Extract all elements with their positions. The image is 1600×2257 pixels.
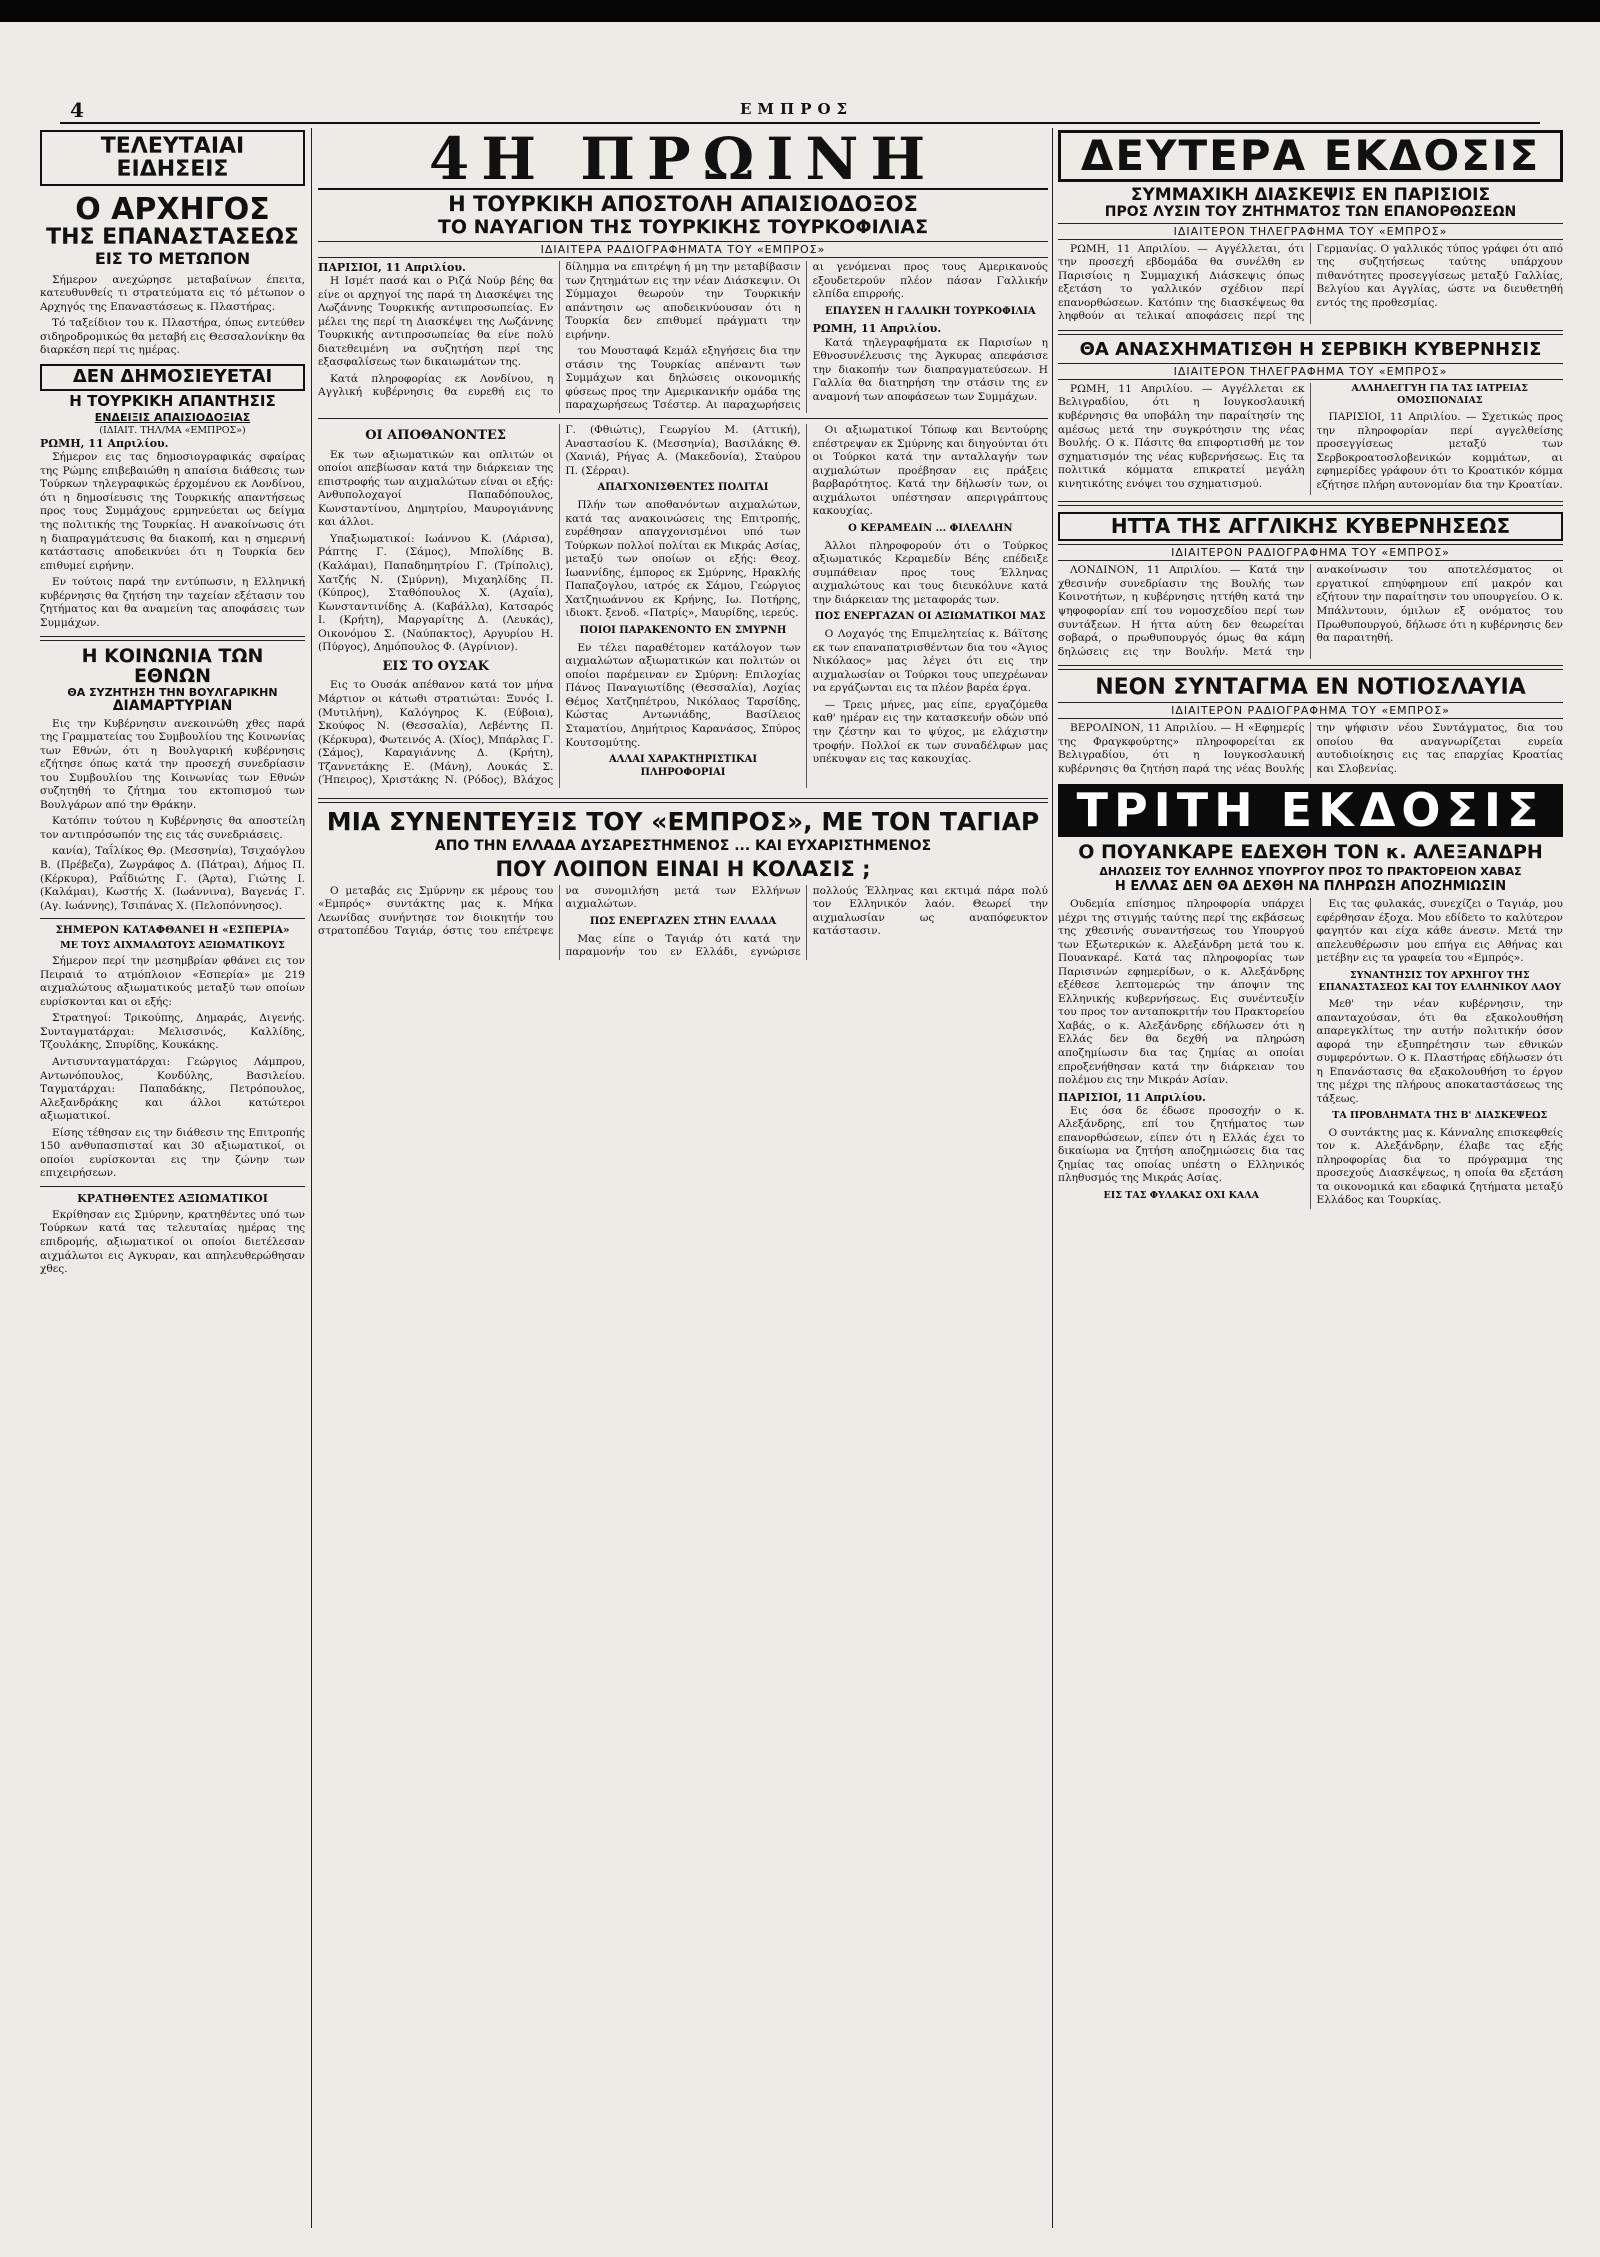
headline: Ο ΠΟΥΑΝΚΑΡΕ ΕΔΕΧΘΗ ΤΟΝ κ. ΑΛΕΞΑΝΔΡΗ — [1078, 840, 1543, 863]
subheadline: ΠΟΣ ΕΝΕΡΓΑΖΑΝ ΟΙ ΑΞΙΩΜΑΤΙΚΟΙ ΜΑΣ — [814, 611, 1046, 623]
paragraph: Μας είπε ο Ταγιάρ ότι κατά την παραμονήν του εν Ελλάδι, εγνώρισε πολλούς Έλληνας και εκτιμά πάρα πολύ τον Ελληνικόν λαόν. Θεωρεί την αιχμαλωσίαν ως αναπόφευκτον κατάστασιν. — [565, 884, 1048, 959]
subheadline: ΠΡΟΣ ΛΥΣΙΝ ΤΟΥ ΖΗΤΗΜΑΤΟΣ ΤΩΝ ΕΠΑΝΟΡΘΩΣΕΩΝ — [1104, 204, 1517, 221]
paragraph: Εις το Ουσάκ απέθανον κατά τον μήνα Μάρτιον οι κάτωθι στρατιώται: Ξυνός Ι. (Μυτιλήνη), Καλόγηρος Κ. (Εύβοια), Σκούφος Ν. (Θεσσαλία), Λεβέντης Π. (Κέρκυρα), Φωτεινός Α. (Χίος), Μπάρλας Γ. (Σάμος), Καραγιάννης Δ. (Κρήτη), Τζαννετάκης Ε. (Μάνη), Λουκάς Σ. (Ήπειρος), Χριστάκης Ν. (Ρόδος), Βλάχος Γ. (Φθιώτις), Γεωργίου Μ. (Αττική), Αναστασίου Κ. (Μεσσηνία), Βασιλάκης Θ. (Χανιά), Ρήγας Α. (Μακεδονία), Σταύρου Π. (Σέρραι). — [318, 424, 801, 787]
paragraph: Οι αξιωματικοί Τόπωφ και Βεντούρης επέστρεψαν εκ Σμύρνης και διηγούνται ότι οι Τούρκοι κατά την ανταλλαγήν των αιχμαλώτων προέβησαν εις πράξεις βαρβαρότητος. Κατά την δήλωσίν των, οι αιχμάλωτοι υπέστησαν απεριγράπτους κακουχίας. — [812, 424, 1048, 518]
subheadline: ΑΛΛΑΙ ΧΑΡΑΚΤΗΡΙΣΤΙΚΑΙ ΠΛΗΡΟΦΟΡΙΑΙ — [608, 754, 758, 778]
newspaper-name: ΕΜΠΡΟΣ — [740, 100, 854, 118]
paragraph: Εν τούτοις παρά την εντύπωσιν, η Ελληνική κυβέρνησις θα ζητήση την ταχείαν εξέτασιν του ζητήματος και θα αναμείνη τας αποφάσεις των Συμμάχων. — [40, 576, 305, 629]
divider — [1058, 501, 1563, 506]
article-body — [40, 274, 305, 358]
dateline: (ΙΔΙΑΙΤ. ΤΗΛ/ΜΑ «ΕΜΠΡΟΣ») — [99, 425, 246, 437]
paragraph: Σήμερον εις τας δημοσιογραφικάς σφαίρας της Ρώμης επιβεβαιώθη η απαίσια διάθεσις των Τούρκων τηλεγραφικώς έρχομένου εκ Λονδίνου, ότι η δημοσίευσις της Τουρκικής απαντήσεως προς τους Συμμάχους ερμηνεύεται ως δείγμα της πολιτικής της Τουρκίας. Η ανακοίνωσις ότι η διαπραγμάτευσις θα διακοπή, και η σημερινή κατάστασις αποδεικνύει ότι η Τουρκία δεν επιθυμεί ειρήνην. — [40, 451, 305, 572]
headline: ΣΗΜΕΡΟΝ ΚΑΤΑΦΘΑΝΕΙ Η «ΕΣΠΕΡΙΑ» — [55, 924, 290, 937]
subheadline: ΑΛΛΗΛΕΓΓΥΗ ΓΙΑ ΤΑΣ ΙΑΤΡΕΙΑΣ ΟΜΟΣΠΟΝΔΙΑΣ — [1351, 382, 1528, 407]
paragraph: Είσης τέθησαν εις την διάθεσιν της Επιτροπής 150 ανθυπασπισταί και 30 αξιωματικοί, οι οποίοι ευρίσκονται εις την ζώνην των επιχειρήσεων. — [40, 1126, 305, 1180]
subheadline: ΠΩΣ ΕΝΕΡΓΑΖΕΝ ΣΤΗΝ ΕΛΛΑΔΑ — [589, 915, 777, 927]
section-title: ΤΕΛΕΥΤΑΙΑΙ ΕΙΔΗΣΕΙΣ — [40, 130, 305, 186]
paragraph: του Μουσταφά Κεμάλ εξηγήσεις δια την στάσιν της Τουρκίας απέναντι των Συμμάχων και δηλώσεις οικονομικής φύσεως προς την Αμερικανικήν ομάδα της παραχωρήσεως Τσέστερ. Αι παραχωρήσεις αι γενόμεναι προς τους Αμερικανούς εξουδετερούν πλέον πάσαν Γαλλικήν ελπίδα επιρροής. — [565, 260, 1048, 412]
subheadline: ΑΠΟ ΤΗΝ ΕΛΛΑΔΑ ΔΥΣΑΡΕΣΤΗΜΕΝΟΣ ... ΚΑΙ ΕΥΧΑΡΙΣΤΗΜΕΝΟΣ — [434, 838, 932, 855]
edition-banner — [318, 130, 1048, 193]
article-body — [40, 1209, 305, 1277]
headline: ΘΑ ΑΝΑΣΧΗΜΑΤΙΣΘΗ Η ΣΕΡΒΙΚΗ ΚΥΒΕΡΝΗΣΙΣ — [1079, 339, 1542, 360]
divider — [40, 918, 305, 919]
paragraph: — Τρεις μήνες, μας είπε, εργαζόμεθα καθ' ημέραν εις την κατασκευήν οδών υπό την ζέστην και το ψύχος, με ελάχιστην τροφήν. Πολλοί εκ των συναδέλφων μας υπέκυψαν εις τας κακουχίας. — [812, 698, 1048, 766]
subheadline: ΔΗΛΩΣΕΙΣ ΤΟΥ ΕΛΛΗΝΟΣ ΥΠΟΥΡΓΟΥ ΠΡΟΣ ΤΟ ΠΡΑΚΤΟΡΕΙΟΝ ΧΑΒΑΣ — [1099, 864, 1522, 878]
subheadline: ΔΙΑΜΑΡΤΥΡΙΑΝ — [112, 697, 233, 714]
paragraph: Κατόπιν τούτου η Κυβέρνησις θα αποστείλη τον αντιπρόσωπόν της εις τάς συνεδριάσεις. — [40, 815, 305, 841]
subheadline: ΘΑ ΣΥΖΗΤΗΣΗ ΤΗΝ ΒΟΥΛΓΑΡΙΚΗΝ — [67, 686, 278, 700]
paragraph: ΛΟΝΔΙΝΟΝ, 11 Απριλίου. — Κατά την χθεσινήν συνεδρίασιν της Βουλής των Κοινοτήτων, η κυβέρνησις ηττήθη κατά την ψηφοφορίαν επί του νομοσχεδίου περί των συντάξεων. Η ήττα αύτη δεν θεωρείται σοβαρά, ο πρωθυπουργός όμως θα κάμη δηλώσεις εις την Βουλήν. Μετά την ανακοίνωσιν του αποτελέσματος οι εργατικοί επηύφημουν επί μακρόν και εζήτουν την παραίτησιν του υπουργείου. Ο κ. Μπάλντουιν, όμιλων εξ ονόματος του Πρωθυπουργού, δήλωσε ότι η κυβέρνησις δεν θα παραιτηθή. — [1058, 564, 1563, 658]
divider — [40, 636, 305, 641]
subheadline: ΣΥΝΑΝΤΗΣΙΣ ΤΟΥ ΑΡΧΗΓΟΥ ΤΗΣ ΕΠΑΝΑΣΤΑΣΕΩΣ ΚΑΙ ΤΟΥ ΕΛΛΗΝΙΚΟΥ ΛΑΟΥ — [1318, 969, 1562, 993]
subheadline: Η ΕΛΛΑΣ ΔΕΝ ΘΑ ΔΕΧΘΗ ΝΑ ΠΛΗΡΩΣΗ ΑΠΟΖΗΜΙΩΣΙΝ — [1114, 879, 1507, 895]
subheadline: ΕΙΣ ΤΑΣ ΦΥΛΑΚΑΣ ΟΧΙ ΚΑΛΑ — [1103, 1190, 1259, 1202]
article-body — [1058, 243, 1563, 324]
morning-edition-column — [318, 130, 1048, 2230]
headline: Ο ΑΡΧΗΓΟΣ — [75, 192, 270, 228]
subheadline: ΙΔΙΑΙΤΕΡΟΝ ΤΗΛΕΓΡΑΦΗΜΑ ΤΟΥ «ΕΜΠΡΟΣ» — [1058, 363, 1563, 380]
article-body — [1058, 383, 1563, 495]
headline: Η ΤΟΥΡΚΙΚΗ ΑΠΟΣΤΟΛΗ ΑΠΑΙΣΙΟΔΟΞΟΣ — [318, 188, 1048, 215]
paragraph: ΒΕΡΟΛΙΝΟΝ, 11 Απριλίου. — Η «Εφημερίς της Φραγκφούρτης» πληροφορείται εκ Βελιγραδίου, ότι η Ιουγκοσλαυική κυβέρνησις θα ζητήση παρά της νέας Βουλής την ψήφισιν νέου Συντάγματος, δια του οποίου θα αναγνωρίζεται ευρεία αυτοδιοίκησις εις τας επαρχίας Κροατίας και Σλοβενίας. — [1058, 722, 1563, 775]
subheadline: ΕΝΔΕΙΞΙΣ ΑΠΑΙΣΙΟΔΟΞΙΑΣ — [94, 410, 251, 424]
paragraph: ΡΩΜΗ, 11 Απριλίου. — Αγγέλλεται εκ Βελιγραδίου, ότι η Ιουγκοσλαυική κυβέρνησις θα υποβάλη την παραίτησίν της αμέσως μετά την συγκρότησιν της νέας Βουλής. Ο κ. Πάσιτς θα επιφορτισθή με τον σχηματισμόν της νέας κυβερνήσεως. Εις τα πολιτικά κόμματα επικρατεί μεγάλη κινητικότης ενόψει του σχηματισμού. — [1058, 382, 1305, 490]
paragraph: Εις τας φυλακάς, συνεχίζει ο Ταγιάρ, μου εφέρθησαν έξοχα. Μου εδίδετο το καλύτερον φαγητόν και είχα κάθε άνεσιν. Μετά την απελευθέρωσιν μου επήγα εις Αθήνας και μετέβην εις τα γραφεία του «Εμπρός». — [1316, 898, 1563, 965]
paragraph: κανία), Ταΐλίκος Θρ. (Μεσσηνία), Τσιχαόγλου Β. (Πρέβεζα), Ζωγράφος Δ. (Πάτραι), Δήμος Π. (Κέρκυρα), Ραΐδιώτης Γ. (Άρτα), Γιώτης Ι. (Καλάμαι), Κωστής Χ. (Ιωάννινα), Βαγενάς Γ. (Αγ. Ιωάννης), Τσιπάνας Χ. (Πελοπόννησος). — [40, 845, 305, 912]
paragraph: Η Ισμέτ πασά και ο Ριζά Νούρ βέης θα είνε οι αρχηγοί της παρά τη Διασκέψει της Λωζάννης Τουρκικής αντιπροσωπείας. Εν μέλει της περί τη Διασκέψει της Λωζάννης Τουρκικής αντιπροσωπείας θα είνε πολύ διατεθειμένη να συζητήση περί της εξασφαλίσεως των δικαιωμάτων της. — [318, 275, 554, 369]
paragraph: Πλήν των αποθανόντων αιχμαλώτων, κατά τας ανακοινώσεις της Επιτροπής, ευρέθησαν απαγχονισμένοι υπό των Τούρκων πολλοί πολίται εκ Μικράς Ασίας, μεταξύ των οποίων οι εξής: Θεοχ. Ιωαννίδης, έμπορος εκ Σμύρνης, Ηρακλής Παπαζογλου, ιατρός εκ Σάμου, Γεώργιος Χατζηιωάννου εκ Κρήνης, Ιω. Ποτήρης, ιδιοκτ. ξενοδ. «Πατρίς», Μαυρίδης, ιερεύς. — [565, 498, 801, 620]
article-body — [1058, 898, 1563, 1209]
divider — [40, 1186, 305, 1187]
page-number: 4 — [70, 98, 84, 122]
article-body — [1058, 722, 1563, 778]
paragraph: Εκ των αξιωματικών και οπλιτών οι οποίοι απεβίωσαν κατά την διάρκειαν της επιστροφής των αιχμαλώτων είναι οι εξής: Ανθυπολοχαγοί Παπαδόπουλος, Κωνσταντίνου, Δημητρίου, Μαυρογιάννης και άλλοι. — [318, 448, 554, 529]
paragraph: Υπαξιωματικοί: Ιωάννου Κ. (Λάρισα), Ράπτης Γ. (Σάμος), Μπολίδης Β. (Καλάμαι), Παπαδημητρίου Γ. (Τρίπολις), Χατζής Ν. (Σμύρνη), Μιχαηλίδης Π. (Κύπρος), Σταθόπουλος Χ. (Αχαΐα), Κωνσταντινίδης Α. (Καβάλλα), Κατσαρός Ι. (Κρήτη), Μαργαρίτης Δ. (Λευκάς), Οικονόμου Σ. (Ναύπακτος), Αργυρίου Η. (Πύργος), Δημόπουλος Φ. (Αγρίνιον). — [318, 532, 554, 654]
subheadline: ΕΠΑΥΣΕΝ Η ΓΑΛΛΙΚΗ ΤΟΥΡΚΟΦΙΛΙΑ — [824, 305, 1036, 317]
dateline: ΠΑΡΙΣΙΟΙ, 11 Απριλίου. — [1058, 1090, 1206, 1104]
article-body — [1058, 564, 1563, 659]
paragraph: Εις όσα δε έδωσε προσοχήν ο κ. Αλεξάνδρης, επί του ζητήματος των επανορθώσεων, είπεν ότι η Ελλάς έχει το δικαίωμα να ζητήση αποζημιώσεις δια τας ζημίας τας οποίας υπέστη ο Ελληνικός πληθυσμός της Μικράς Ασίας. — [1058, 1104, 1305, 1185]
headline: ΝΕΟΝ ΣΥΝΤΑΓΜΑ ΕΝ ΝΟΤΙΟΣΛΑΥΙΑ — [1095, 675, 1526, 701]
subheadline: ΑΠΑΓΧΟΝΙΣΘΕΝΤΕΣ ΠΟΛΙΤΑΙ — [597, 482, 769, 494]
subheadline: ΙΔΙΑΙΤΕΡΟΝ ΡΑΔΙΟΓΡΑΦΗΜΑ ΤΟΥ «ΕΜΠΡΟΣ» — [1058, 702, 1563, 719]
paragraph: Εν τέλει παραθέτομεν κατάλογον των αιχμαλώτων αξιωματικών και πολιτών οι οποίοι παρέμειναν εν Σμύρνη: Επιλοχίας Πάνος Παναγιωτίδης (Θεσσαλία), Λοχίας Θέμος Χατζηπέτρου, Νικόλαος Ταρσίδης, Κώστας Αντωνιάδης, Βασίλειος Σταματίου, Δημήτριος Καρανάσος, Σπύρος Κουτσομύτης. — [565, 641, 801, 749]
paragraph: Στρατηγοί: Τρικούπης, Δημαράς, Διγενής. Συνταγματάρχαι: Μελισσινός, Καλλίδης, Τζουλάκης, Σπυρίδης, Κουκάκης. — [40, 1012, 305, 1052]
subheadline: ΕΙΣ ΤΟ ΟΥΣΑΚ — [382, 658, 489, 674]
subheadline: ΠΟΙΟΙ ΠΑΡΑΚΕΝΟΝΤΟ ΕΝ ΣΜΥΡΝΗ — [579, 624, 787, 636]
headline: Η ΤΟΥΡΚΙΚΗ ΑΠΑΝΤΗΣΙΣ — [69, 391, 276, 410]
headline: ΜΙΑ ΣΥΝΕΝΤΕΥΞΙΣ ΤΟΥ «ΕΜΠΡΟΣ», ΜΕ ΤΟΝ ΤΑΓΙΑΡ — [326, 806, 1040, 836]
paragraph: Ο συντάκτης μας κ. Κάνναλης επισκεφθείς τον κ. Αλεξάνδρην, έλαβε τας εξής πληροφορίας δια το πρόγραμμα της προσεχούς Διασκέψεως, η οποία θα εξετάση τα οικονομικά και εδαφικά ζητήματα μεταξύ Ελλάδος και Τουρκίας. — [1316, 1126, 1563, 1207]
paragraph: Ο Λοχαγός της Επιμελητείας κ. Βάϊτσης εκ των επαναπατρισθέντων δια του «Άγιος Νικόλαος» μας λέγει ότι εις την αιχμαλωσίαν οι Τούρκοι τους υπεχρέωναν να εργάζωνται εις τα πλέον βαρέα έργα. — [812, 628, 1048, 695]
column-rule — [311, 128, 312, 2228]
third-edition-banner: ΤΡΙΤΗ ΕΚΔΟΣΙΣ — [1058, 784, 1563, 837]
paragraph: Αντισυνταγματάρχαι: Γεώργιος Λάμπρου, Αντωνόπουλος, Κονδύλης, Βασιλείου. Ταγματάρχαι: Παπαδάκης, Πετρόπουλος, Αλεξανδράκης και άλλοι κατώτεροι αξιωματικοί. — [40, 1055, 305, 1123]
divider — [318, 798, 1048, 803]
subheadline: ΠΟΥ ΛΟΙΠΟΝ ΕΙΝΑΙ Η ΚΟΛΑΣΙΣ ; — [495, 856, 871, 881]
paragraph: Εκρίθησαν εις Σμύρνην, κρατηθέντες υπό των Τούρκων κατά τας τελευταίας ημέρας της επιδρομής, αξιωματικοί οι οποίοι διετέλεσαν αιχμάλωτοι εις Αγκυραν, και απηλευθερώθησαν χθες. — [40, 1208, 305, 1276]
paragraph: Κατά πληροφορίας εκ Λονδίνου, η Αγγλική κυβέρνησις θα ευρεθή εις το δίλημμα να επιτρέψη ή μη την μεταβίβασιν των ζητημάτων εις την νέαν Διάσκεψιν. Οι Σύμμαχοι θεωρούν την Τουρκικήν απάντησιν ως αποδεικνύουσαν ότι η Τουρκία δεν επιθυμεί πράγματι την ειρήνην. — [318, 260, 801, 399]
headline: Η ΚΟΙΝΩΝΙΑ ΤΩΝ ΕΘΝΩΝ — [81, 645, 264, 688]
headline: ΔΕΝ ΔΗΜΟΣΙΕΥΕΤΑΙ — [40, 364, 305, 391]
subheadline: ΟΙ ΑΠΟΘΑΝΟΝΤΕΣ — [365, 428, 507, 443]
paragraph: ΡΩΜΗ, 11 Απριλίου. — Αγγέλλεται, ότι την προσεχή εβδομάδα θα συνέλθη εν Παρισίοις η Συμμαχική Διάσκεψις όπως εξετάση το γαλλικόν σχέδιον περί επανορθώσεων. Κατόπιν της διασκέψεως θα ληφθούν αι τελικαί αποφάσεις περί της Γερμανίας. Ο γαλλικός τύπος γράφει ότι από της συζητήσεως ταύτης υπάρχουν πιθανότητες προσεγγίσεως μεταξύ Γαλλίας, Βελγίου και Αγγλίας, ώστε να διευθετηθή εντός της προθεσμίας. — [1058, 242, 1563, 323]
divider — [318, 418, 1048, 419]
paragraph: Ουδεμία επίσημος πληροφορία υπάρχει μέχρι της στιγμής ταύτης περί της εκβάσεως της χθεσινής συναντήσεως του Υπουργού των Εξωτερικών κ. Αλεξάνδρη μετά του κ. Πουανκαρέ. Κατά τας πληροφορίας των Παρισινών εφημερίδων, ο κ. Αλεξάνδρης εξέθεσε λεπτομερώς την άποψιν της Ελληνικής κυβερνήσεως. Εις συνέντευξίν του προς τον ανταποκριτήν του Πρακτορείου Χαβάς, ο κ. Αλεξάνδρης εδήλωσεν ότι η Ελλάς δεν θα δεχθή να πληρώση αποζημίωσιν δια τας ζημίας αι οποίαι επροξενήθησαν κατά την διάρκειαν του πολέμου εις την Μικράν Ασίαν. — [1058, 898, 1305, 1087]
column-rule — [1052, 128, 1053, 2228]
subheadline: ΙΔΙΑΙΤΕΡΑ ΡΑΔΙΟΓΡΑΦΗΜΑΤΑ ΤΟΥ «ΕΜΠΡΟΣ» — [318, 241, 1048, 258]
divider — [1058, 665, 1563, 670]
article-body — [318, 885, 1048, 960]
divider — [1058, 330, 1563, 335]
article-body — [318, 261, 1048, 413]
subheadline: ΤΑ ΠΡΟΒΛΗΜΑΤΑ ΤΗΣ Β' ΔΙΑΣΚΕΨΕΩΣ — [1332, 1110, 1548, 1122]
edition-title: 4Η ΠΡΩΙΝΗ — [428, 130, 938, 193]
latest-news-column — [40, 130, 305, 2230]
paragraph: Εις την Κυβέρνησιν ανεκοινώθη χθες παρά της Γραμματείας του Συμβουλίου της Κοινωνίας των Εθνών, ότι η Βουλγαρική κυβέρνησις εζήτησε όπως κατά την προσεχή συνεδρίασιν του Συμβουλίου της Κοινωνίας των Εθνών συζητηθή το ζήτημα του εκτοπισμού των Βουλγάρων από την Θράκην. — [40, 717, 305, 811]
article-body — [40, 718, 305, 914]
subheadline: ΤΟ ΝΑΥΑΓΙΟΝ ΤΗΣ ΤΟΥΡΚΙΚΗΣ ΤΟΥΡΚΟΦΙΛΙΑΣ — [437, 216, 929, 239]
article-body — [318, 424, 1048, 788]
second-edition-column — [1058, 130, 1563, 2230]
dateline: ΠΑΡΙΣΙΟΙ, 11 Απριλίου. — [318, 260, 466, 274]
subheadline: ΜΕ ΤΟΥΣ ΑΙΧΜΑΛΩΤΟΥΣ ΑΞΙΩΜΑΤΙΚΟΥΣ — [60, 940, 285, 952]
headline: ΣΥΜΜΑΧΙΚΗ ΔΙΑΣΚΕΨΙΣ ΕΝ ΠΑΡΙΣΙΟΙΣ — [1130, 185, 1491, 206]
paragraph: Κατά τηλεγραφήματα εκ Παρισίων η Εθνοσυνέλευσις της Άγκυρας απεφάσισε την διακοπήν των διαπραγματεύσεων. Η Γαλλία θα διατηρήση την στάσιν της εν αναμονή των αποφάσεων των Συμμάχων. — [812, 336, 1048, 403]
paragraph: Μεθ' την νέαν κυβέρνησιν, την απανταχούσαν, ότι θα εξακολουθήση απαρεγκλίτως την αυτήν πολιτικήν όσον αφορά την εξυπηρέτησιν των εθνικών συμφερόντων. Ο κ. Πλαστήρας εδήλωσεν ότι η Επανάστασις θα εξακολουθήση το έργον της μέχρι της πλήρους αποκαταστάσεως της τάξεως. — [1316, 998, 1563, 1105]
headline: ΤΗΣ ΕΠΑΝΑΣΤΑΣΕΩΣ — [46, 224, 299, 250]
headline: ΗΤΤΑ ΤΗΣ ΑΓΓΛΙΚΗΣ ΚΥΒΕΡΝΗΣΕΩΣ — [1058, 512, 1563, 541]
edition-title: ΔΕΥΤΕΡΑ ΕΚΔΟΣΙΣ — [1058, 130, 1563, 182]
subheadline: ΙΔΙΑΙΤΕΡΟΝ ΤΗΛΕΓΡΑΦΗΜΑ ΤΟΥ «ΕΜΠΡΟΣ» — [1058, 223, 1563, 240]
subheadline: ΙΔΙΑΙΤΕΡΟΝ ΡΑΔΙΟΓΡΑΦΗΜΑ ΤΟΥ «ΕΜΠΡΟΣ» — [1058, 544, 1563, 561]
paragraph: Ο μεταβάς εις Σμύρνην εκ μέρους του «Εμπρός» συντάκτης μας κ. Μήκα Λεωνίδας συνήντησε τον διοικητήν του στρατοπέδου Ταγιάρ, όστις του επέτρεψε να συνομιλήση μετά των Ελλήνων αιχμαλώτων. — [318, 884, 801, 938]
subheadline: Ο ΚΕΡΑΜΕΔΙΝ ... ΦΙΛΕΛΛΗΝ — [848, 522, 1013, 534]
paragraph: Σήμερον ανεχώρησε μεταβαίνων έπειτα, κατευθυνθείς τι στρατεύματα εις τό μέτωπον ο Αρχηγός της Επαναστάσεως κ. Πλαστήρας. — [40, 273, 305, 313]
edition-banner — [1058, 130, 1563, 182]
article-body — [40, 955, 305, 1181]
paragraph: ΠΑΡΙΣΙΟΙ, 11 Απριλίου. — Σχετικώς προς την πληροφορίαν περί αγγελθείσης προσεγγίσεως μεταξύ των Σερβοκροατοσλοβενικών κομμάτων, αι εφημερίδες γράφουν ότι το Κροατικόν κόμμα εζήτησε πλήρη αυτονομίαν δια την Κροατίαν. — [1316, 411, 1563, 491]
article-body — [40, 425, 305, 630]
paragraph: Τό ταξείδιον του κ. Πλαστήρα, όπως εντεύθεν σιδηροδρομικώς θα μεταβή εις Θεσσαλονίκην θα διαρκέση περί τις ημέρας. — [40, 317, 305, 357]
running-header — [60, 100, 1540, 124]
paragraph: Σήμερον περί την μεσημβρίαν φθάνει εις τον Πειραιά το ατμόπλοιον «Εσπερία» με 219 αιχμαλώτους αξιωματικούς μεταξύ των οποίων ευρίσκονται και οι εξής: — [40, 955, 305, 1008]
scan-border — [0, 0, 1600, 22]
paragraph: Άλλοι πληροφορούν ότι ο Τούρκος αξιωματικός Κεραμεδίν Βέης επέδειξε συμπάθειαν προς τους Έλληνας αιχμαλώτους και τους διευκόλυνε κατά την διάρκειαν της μεταφοράς των. — [812, 539, 1048, 606]
headline: ΚΡΑΤΗΘΕΝΤΕΣ ΑΞΙΩΜΑΤΙΚΟΙ — [77, 1191, 268, 1205]
headline: ΕΙΣ ΤΟ ΜΕΤΩΠΟΝ — [94, 248, 251, 268]
dateline: ΡΩΜΗ, 11 Απριλίου. — [812, 322, 942, 336]
dateline: ΡΩΜΗ, 11 Απριλίου. — [40, 437, 169, 451]
